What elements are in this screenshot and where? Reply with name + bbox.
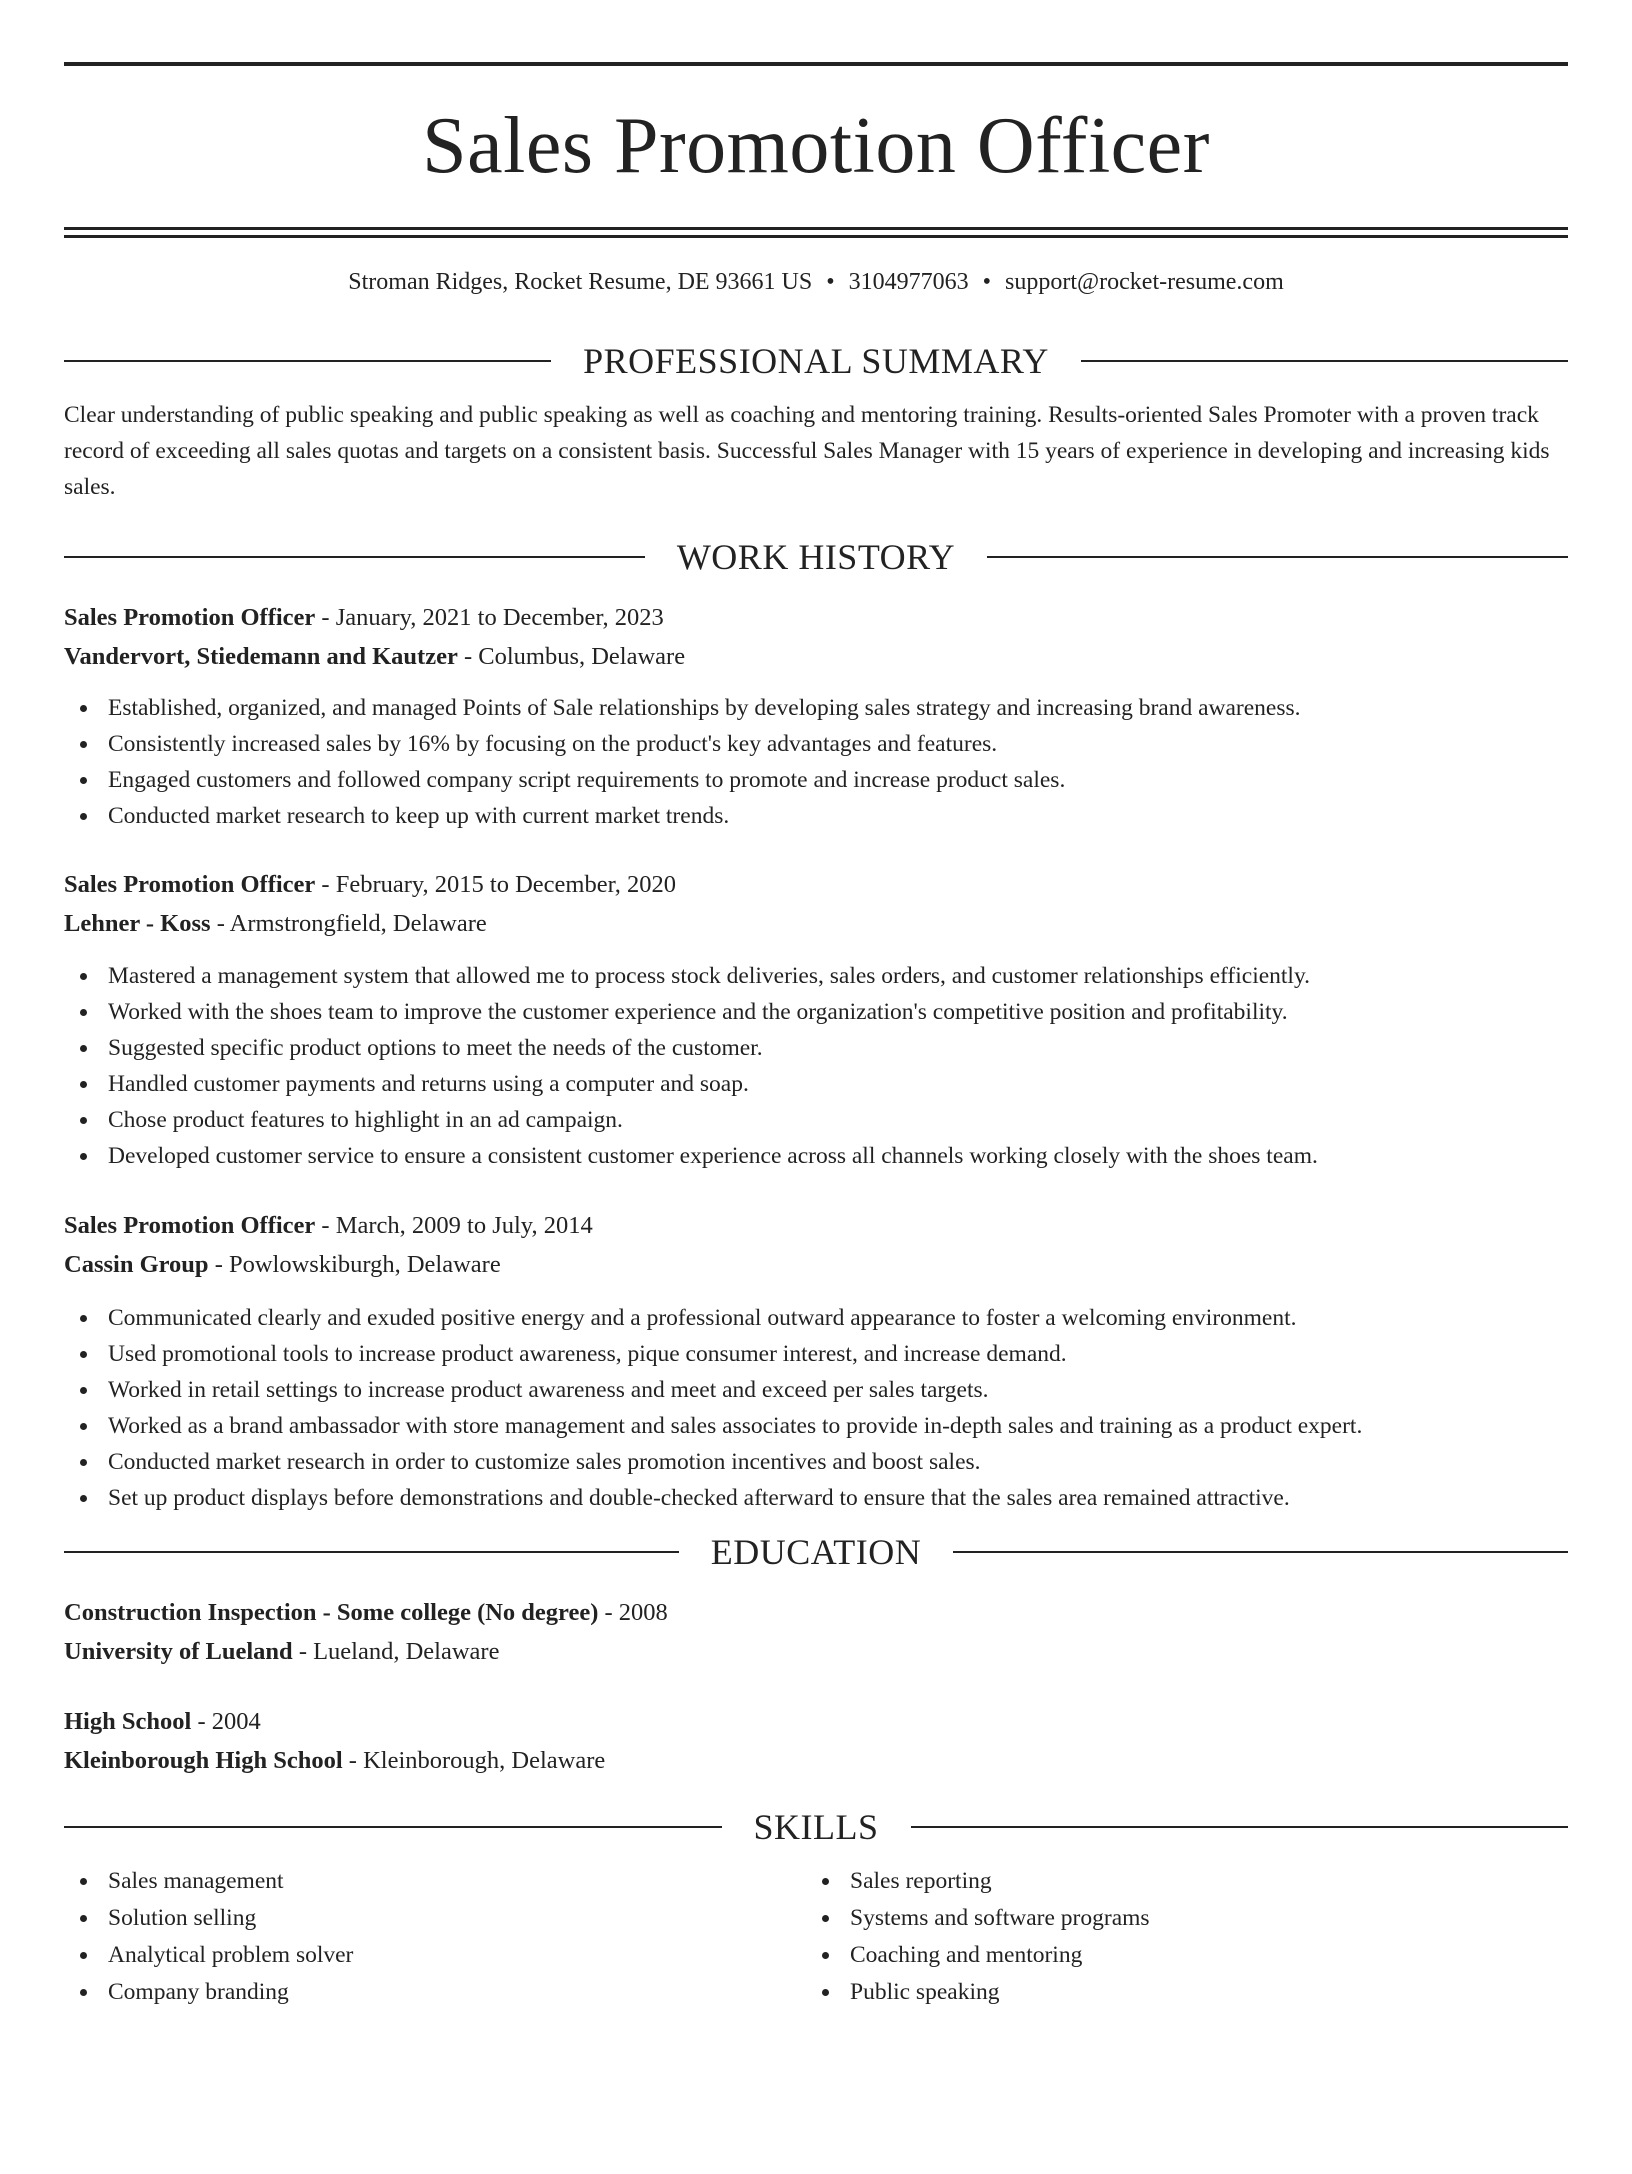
heading-rule-right (1081, 360, 1568, 362)
job-bullet: Worked with the shoes team to improve the customer experience and the organization's competitive position and profitability. (64, 994, 1568, 1030)
education-year: - 2004 (191, 1708, 261, 1735)
job-bullet: Chose product features to highlight in an ad campaign. (64, 1102, 1568, 1138)
job-bullet: Consistently increased sales by 16% by focusing on the product's key advantages and features. (64, 726, 1568, 762)
contact-phone: 3104977063 (848, 269, 969, 295)
skill-item: Sales reporting (806, 1863, 1548, 1900)
page-title: Sales Promotion Officer (422, 102, 1210, 190)
skill-item: Public speaking (806, 1974, 1548, 2011)
job-bullet: Conducted market research in order to customize sales promotion incentives and boost sales. (64, 1444, 1568, 1480)
job-bullet: Suggested specific product options to meet the needs of the customer. (64, 1030, 1568, 1066)
job-company-line (64, 904, 1568, 943)
contact-email: support@rocket-resume.com (1005, 269, 1284, 295)
job-title: Sales Promotion Officer (64, 1212, 316, 1239)
education-entry (64, 1702, 1568, 1780)
title-double-rule (64, 227, 1568, 238)
education-school: Kleinborough High School (64, 1747, 343, 1774)
job-company: Lehner - Koss (64, 910, 211, 937)
job-company-line (64, 1245, 1568, 1284)
job-title: Sales Promotion Officer (64, 604, 316, 631)
job-bullet: Worked in retail settings to increase product awareness and meet and exceed per sales targets. (64, 1372, 1568, 1408)
job-entry (64, 598, 1568, 834)
section-heading-work-history (64, 535, 1568, 579)
skills-list (64, 1863, 1568, 2011)
education-school-line (64, 1632, 1568, 1671)
heading-rule-right (911, 1826, 1569, 1828)
heading-rule-right (987, 556, 1568, 558)
job-company-line (64, 637, 1568, 676)
job-bullet: Developed customer service to ensure a consistent customer experience across all channels working closely with the shoes team. (64, 1138, 1568, 1174)
job-title-line (64, 598, 1568, 637)
heading-rule-left (64, 556, 645, 558)
education-entry (64, 1593, 1568, 1671)
section-heading-summary (64, 339, 1568, 383)
job-dates: - January, 2021 to December, 2023 (315, 604, 664, 631)
job-bullet: Established, organized, and managed Points of Sale relationships by developing sales strategy and increasing brand awareness. (64, 690, 1568, 726)
job-bullet: Used promotional tools to increase product awareness, pique consumer interest, and increase demand. (64, 1336, 1568, 1372)
job-bullet: Mastered a management system that allowed me to process stock deliveries, sales orders, and customer relationships efficiently. (64, 958, 1568, 994)
job-bullets (64, 690, 1568, 834)
job-bullet: Communicated clearly and exuded positive energy and a professional outward appearance to foster a welcoming environment. (64, 1300, 1568, 1336)
section-heading-skills (64, 1805, 1568, 1849)
job-location: - Columbus, Delaware (457, 643, 686, 670)
education-school-line (64, 1741, 1568, 1780)
job-bullet: Set up product displays before demonstrations and double-checked afterward to ensure that the sales area remained attractive. (64, 1480, 1568, 1516)
skill-item: Company branding (64, 1974, 806, 2011)
job-location: - Armstrongfield, Delaware (210, 910, 487, 937)
education-degree-line (64, 1593, 1568, 1632)
top-rule (64, 62, 1568, 66)
skills-column-right (806, 1863, 1548, 2011)
skill-item: Systems and software programs (806, 1900, 1548, 1937)
job-bullet: Engaged customers and followed company script requirements to promote and increase product sales. (64, 762, 1568, 798)
education-degree: Construction Inspection - Some college (No degree) (64, 1599, 599, 1626)
section-heading-label: EDUCATION (710, 1532, 922, 1572)
contact-separator: • (982, 269, 992, 295)
contact-address: Stroman Ridges, Rocket Resume, DE 93661 US (348, 269, 813, 295)
job-entry (64, 865, 1568, 1174)
job-location: - Powlowskiburgh, Delaware (208, 1251, 501, 1278)
contact-line (64, 267, 1568, 297)
education-school: University of Lueland (64, 1638, 293, 1665)
section-heading-label: WORK HISTORY (676, 537, 956, 577)
job-bullets (64, 1300, 1568, 1516)
heading-rule-left (64, 360, 551, 362)
skill-item: Analytical problem solver (64, 1937, 806, 1974)
job-title: Sales Promotion Officer (64, 871, 316, 898)
heading-rule-left (64, 1551, 679, 1553)
education-degree-line (64, 1702, 1568, 1741)
education-year: - 2008 (598, 1599, 668, 1626)
job-bullets (64, 958, 1568, 1174)
job-title-line (64, 865, 1568, 904)
job-dates: - February, 2015 to December, 2020 (315, 871, 677, 898)
education-location: - Lueland, Delaware (292, 1638, 500, 1665)
job-dates: - March, 2009 to July, 2014 (315, 1212, 593, 1239)
education-degree: High School (64, 1708, 192, 1735)
skill-item: Sales management (64, 1863, 806, 1900)
job-company: Vandervort, Stiedemann and Kautzer (64, 643, 458, 670)
contact-separator: • (826, 269, 835, 295)
job-entry (64, 1206, 1568, 1516)
section-heading-education (64, 1530, 1568, 1574)
job-bullet: Worked as a brand ambassador with store management and sales associates to provide in-depth sales and training as a product expert. (64, 1408, 1568, 1444)
summary-text: Clear understanding of public speaking and public speaking as well as coaching and mentoring training. Results-oriented Sales Promoter with a proven track record of exceeding all sales quotas and targets on a consistent basis. Successful Sales Manager with 15 years of experience in developing and increasing kids sales. (64, 402, 1550, 500)
job-title-line (64, 1206, 1568, 1245)
resume-page (0, 62, 1632, 2174)
education-location: - Kleinborough, Delaware (342, 1747, 606, 1774)
heading-rule-left (64, 1826, 722, 1828)
job-company: Cassin Group (64, 1251, 209, 1278)
job-bullet: Conducted market research to keep up with current market trends. (64, 798, 1568, 834)
skill-item: Solution selling (64, 1900, 806, 1937)
skill-item: Coaching and mentoring (806, 1937, 1548, 1974)
section-heading-label: SKILLS (753, 1807, 879, 1847)
heading-rule-right (953, 1551, 1568, 1553)
job-bullet: Handled customer payments and returns using a computer and soap. (64, 1066, 1568, 1102)
skills-column-left (64, 1863, 806, 2011)
section-heading-label: PROFESSIONAL SUMMARY (583, 341, 1049, 381)
